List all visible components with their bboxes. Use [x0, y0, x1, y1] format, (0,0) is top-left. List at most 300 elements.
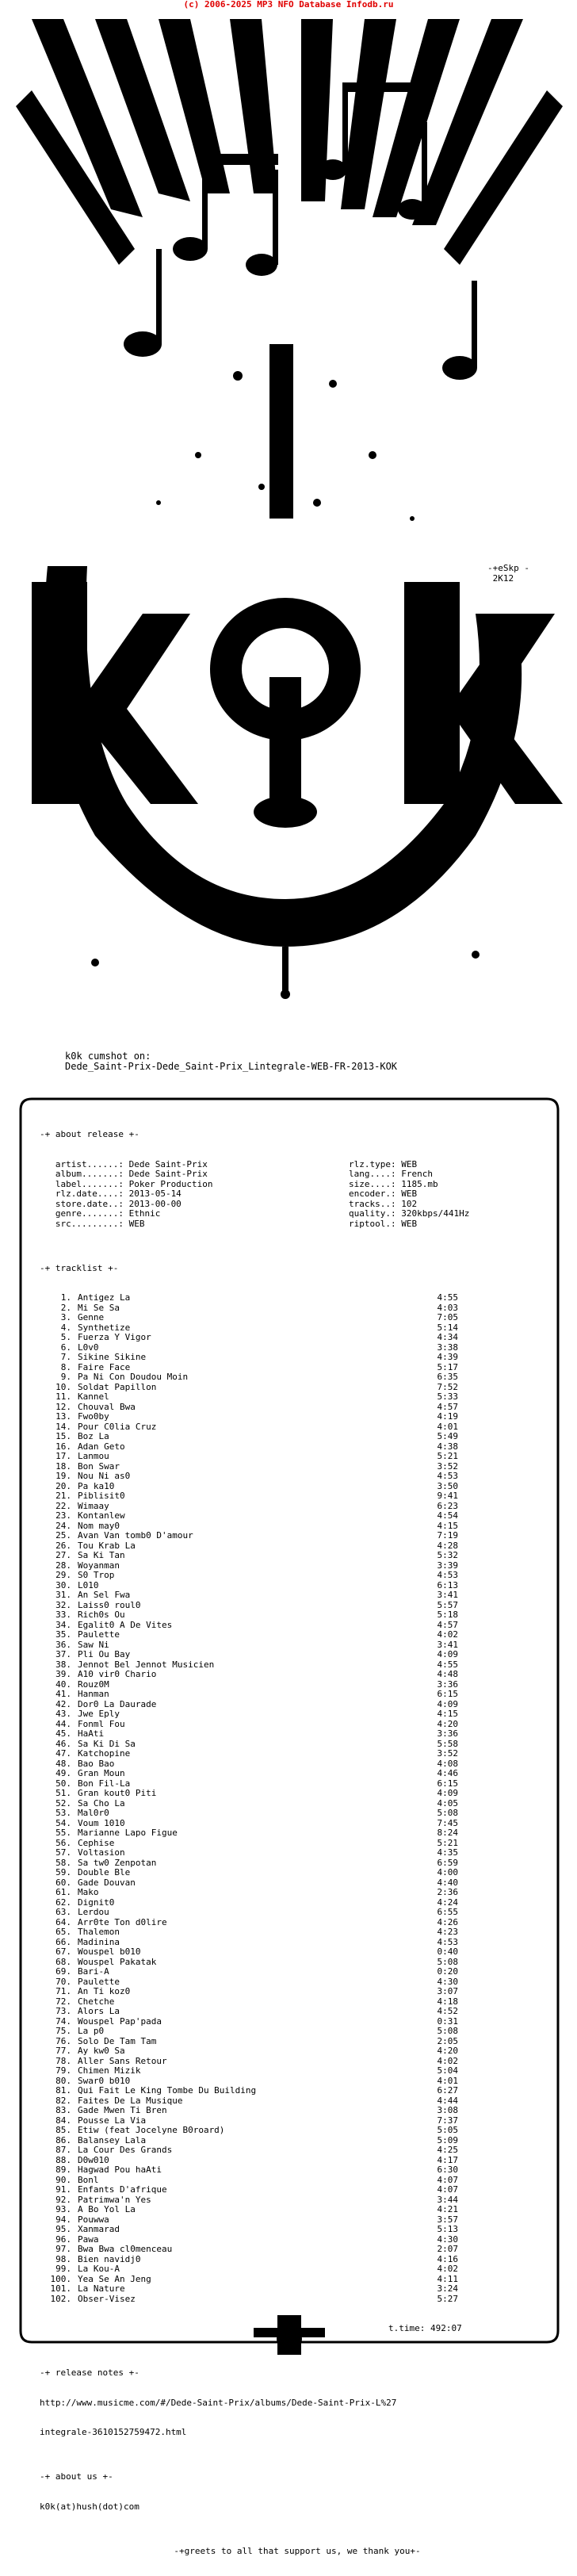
track-row	[40, 1769, 555, 1779]
track-time: 4:40	[437, 1877, 458, 1888]
track-row	[40, 1898, 555, 1908]
track-title: An Sel Fwa	[78, 1590, 131, 1600]
about-release-left: store.date..: 2013-00-00	[40, 1198, 182, 1209]
track-time: 5:27	[437, 2293, 458, 2304]
track-number: 75.	[55, 2026, 71, 2036]
track-title: Soldat Papillon	[78, 1381, 157, 1392]
track-time: 5:33	[437, 1391, 458, 1402]
cumshot-block	[65, 1051, 397, 1072]
track-number: 51.	[55, 1788, 71, 1798]
track-title: Solo De Tam Tam	[78, 2035, 157, 2046]
track-time: 4:07	[437, 2174, 458, 2185]
track-title: Pour C0lia Cruz	[78, 1421, 157, 1432]
about-release-right: quality.: 320kbps/441Hz	[349, 1208, 470, 1219]
track-time: 4:53	[437, 1570, 458, 1580]
track-title: Etiw (feat Jocelyne B0roard)	[78, 2125, 225, 2135]
track-number: 27.	[55, 1550, 71, 1560]
track-number: 76.	[55, 2035, 71, 2046]
track-number: 9.	[60, 1372, 71, 1382]
track-number: 40.	[55, 1678, 71, 1690]
track-time: 4:46	[437, 1768, 458, 1778]
track-time: 4:48	[437, 1669, 458, 1679]
track-number: 42.	[55, 1698, 71, 1709]
track-number: 53.	[55, 1808, 71, 1818]
track-title: Laiss0 roul0	[78, 1599, 141, 1610]
track-title: Patrimwa'n Yes	[78, 2194, 151, 2205]
track-title: Woyanman	[78, 1560, 120, 1571]
track-time: 3:36	[437, 1678, 458, 1690]
track-time: 4:53	[437, 1936, 458, 1947]
track-number: 61.	[55, 1887, 71, 1897]
track-row	[40, 1353, 555, 1363]
track-time: 0:31	[437, 2015, 458, 2027]
track-row	[40, 1789, 555, 1799]
track-row	[40, 1561, 555, 1571]
track-number: 14.	[55, 1421, 71, 1432]
track-title: Sa Ki Tan	[78, 1550, 125, 1560]
track-row	[40, 2027, 555, 2037]
track-row	[40, 1293, 555, 1303]
track-title: Bari-A	[78, 1966, 109, 1977]
track-title: Nou Ni as0	[78, 1471, 131, 1481]
track-row	[40, 1967, 555, 1977]
track-row	[40, 1888, 555, 1898]
track-number: 89.	[55, 2165, 71, 2175]
track-time: 3:07	[437, 1986, 458, 1996]
release-notes-url-2[interactable]: integrale-3610152759472.html	[40, 2427, 187, 2437]
track-number: 18.	[55, 1460, 71, 1472]
track-time: 4:35	[437, 1847, 458, 1858]
tracklist	[40, 1293, 555, 2304]
track-number: 54.	[55, 1817, 71, 1828]
track-title: Bwa Bwa cl0menceau	[78, 2244, 173, 2254]
track-row	[40, 1908, 555, 1918]
track-number: 101.	[50, 2283, 71, 2294]
track-time: 4:25	[437, 2145, 458, 2155]
track-number: 39.	[55, 1669, 71, 1679]
track-title: Wouspel Pap'pada	[78, 2015, 162, 2027]
track-row	[40, 1878, 555, 1889]
track-title: La p0	[78, 2026, 105, 2036]
track-time: 4:30	[437, 2233, 458, 2245]
track-time: 5:08	[437, 2026, 458, 2036]
track-title: Fonml Fou	[78, 1718, 125, 1729]
track-title: Gran Moun	[78, 1768, 125, 1778]
ascii-art-logo	[0, 11, 577, 1066]
track-time: 4:17	[437, 2154, 458, 2165]
track-time: 4:02	[437, 1629, 458, 1640]
track-title: Saw Ni	[78, 1639, 109, 1650]
release-notes-url-1[interactable]: http://www.musicme.com/#/Dede-Saint-Prix/albums/Dede-Saint-Prix-L%27	[40, 2397, 397, 2408]
track-time: 4:03	[437, 1302, 458, 1313]
track-row	[40, 2225, 555, 2235]
track-time: 3:41	[437, 1590, 458, 1600]
track-time: 7:19	[437, 1530, 458, 1541]
track-number: 90.	[55, 2174, 71, 2185]
track-title: Pouwwa	[78, 2214, 109, 2225]
track-time: 4:21	[437, 2204, 458, 2214]
track-title: Pa ka10	[78, 1480, 115, 1491]
track-time: 3:52	[437, 1460, 458, 1472]
track-number: 67.	[55, 1946, 71, 1957]
track-title: HaAti	[78, 1728, 105, 1739]
about-release-title: -+ about release +-	[40, 1129, 139, 1139]
track-title: Gade Douvan	[78, 1877, 136, 1888]
nfo-content	[40, 1110, 555, 2576]
track-time: 3:24	[437, 2283, 458, 2294]
track-time: 0:40	[437, 1946, 458, 1957]
track-time: 4:01	[437, 1421, 458, 1432]
track-row	[40, 1987, 555, 1997]
track-number: 78.	[55, 2055, 71, 2066]
track-time: 5:05	[437, 2125, 458, 2135]
track-number: 22.	[55, 1500, 71, 1511]
about-release-info	[40, 1160, 555, 1230]
track-time: 6:15	[437, 1778, 458, 1789]
track-row	[40, 1828, 555, 1839]
track-number: 13.	[55, 1411, 71, 1422]
track-number: 58.	[55, 1857, 71, 1868]
track-time: 4:11	[437, 2273, 458, 2284]
track-number: 66.	[55, 1936, 71, 1947]
track-time: 6:35	[437, 1372, 458, 1382]
track-title: Sa tw0 Zenpotan	[78, 1857, 157, 1868]
track-time: 4:54	[437, 1510, 458, 1521]
track-title: Jwe Eply	[78, 1709, 120, 1719]
track-row	[40, 1799, 555, 1809]
track-title: Genne	[78, 1312, 105, 1322]
track-title: Avan Van tomb0 D'amour	[78, 1530, 193, 1541]
track-row	[40, 2165, 555, 2176]
track-number: 100.	[50, 2273, 71, 2284]
track-time: 4:38	[437, 1441, 458, 1452]
track-row	[40, 1412, 555, 1422]
track-number: 7.	[60, 1352, 71, 1362]
track-title: La Cour Des Grands	[78, 2145, 173, 2155]
track-row	[40, 1392, 555, 1403]
track-row	[40, 2046, 555, 2057]
track-number: 37.	[55, 1649, 71, 1659]
track-time: 0:20	[437, 1966, 458, 1977]
track-time: 7:52	[437, 1381, 458, 1392]
track-number: 41.	[55, 1689, 71, 1699]
track-row	[40, 1403, 555, 1413]
track-time: 4:20	[437, 2046, 458, 2056]
track-time: 5:08	[437, 1956, 458, 1967]
track-title: Faites De La Musique	[78, 2095, 183, 2106]
track-time: 3:44	[437, 2194, 458, 2205]
track-title: Rouz0M	[78, 1678, 109, 1690]
track-time: 3:57	[437, 2214, 458, 2225]
track-title: Faire Face	[78, 1361, 131, 1372]
track-title: Aller Sans Retour	[78, 2055, 167, 2066]
track-number: 49.	[55, 1768, 71, 1778]
track-number: 64.	[55, 1916, 71, 1927]
track-title: Bon Fil-La	[78, 1778, 131, 1789]
track-title: Cephise	[78, 1837, 115, 1848]
track-time: 4:34	[437, 1332, 458, 1342]
track-row	[40, 1313, 555, 1323]
track-time: 4:39	[437, 1352, 458, 1362]
greeting: -+greets to all that support us, we thank you+-	[174, 2545, 421, 2556]
track-time: 4:44	[437, 2095, 458, 2106]
track-title: Rich0s Ou	[78, 1610, 125, 1620]
track-number: 45.	[55, 1728, 71, 1739]
track-time: 8:24	[437, 1828, 458, 1838]
track-time: 2:36	[437, 1887, 458, 1897]
track-time: 4:02	[437, 2264, 458, 2274]
track-time: 4:02	[437, 2055, 458, 2066]
track-title: Double Ble	[78, 1867, 131, 1877]
track-title: D0w010	[78, 2154, 109, 2165]
track-number: 84.	[55, 2115, 71, 2126]
track-title: L0v0	[78, 1342, 99, 1353]
track-title: Pousse La Via	[78, 2115, 147, 2126]
track-number: 73.	[55, 2006, 71, 2016]
track-time: 4:09	[437, 1649, 458, 1659]
contact-email[interactable]: k0k(at)hush(dot)com	[40, 2501, 139, 2512]
track-title: Mako	[78, 1887, 99, 1897]
track-number: 43.	[55, 1709, 71, 1719]
track-title: A10 vir0 Chario	[78, 1669, 157, 1679]
about-release-row	[40, 1209, 555, 1219]
track-number: 17.	[55, 1451, 71, 1461]
track-row	[40, 1432, 555, 1442]
track-time: 3:52	[437, 1748, 458, 1759]
track-title: Sikine Sikine	[78, 1352, 147, 1362]
track-title: Bao Bao	[78, 1758, 115, 1769]
track-number: 28.	[55, 1560, 71, 1571]
track-title: Synthetize	[78, 1322, 131, 1333]
track-number: 38.	[55, 1659, 71, 1670]
track-number: 33.	[55, 1610, 71, 1620]
track-time: 6:15	[437, 1689, 458, 1699]
track-title: Egalit0 A De Vites	[78, 1619, 173, 1630]
track-number: 56.	[55, 1837, 71, 1848]
track-number: 74.	[55, 2015, 71, 2027]
about-release-row	[40, 1169, 555, 1180]
tracklist-title: -+ tracklist +-	[40, 1262, 119, 1273]
track-title: Bon Swar	[78, 1460, 120, 1472]
track-time: 4:16	[437, 2253, 458, 2264]
track-time: 6:13	[437, 1579, 458, 1590]
track-title: Jennot Bel Jennot Musicien	[78, 1659, 215, 1670]
about-release-row	[40, 1189, 555, 1200]
track-row	[40, 1868, 555, 1878]
track-number: 55.	[55, 1828, 71, 1838]
track-time: 5:49	[437, 1431, 458, 1441]
track-time: 4:52	[437, 2006, 458, 2016]
track-row	[40, 2007, 555, 2017]
track-title: Boz La	[78, 1431, 109, 1441]
track-title: Qui Fait Le King Tombe Du Building	[78, 2085, 257, 2096]
track-title: Ay kw0 Sa	[78, 2046, 125, 2056]
track-title: Voltasion	[78, 1847, 125, 1858]
track-title: Hanman	[78, 1689, 109, 1699]
track-number: 97.	[55, 2244, 71, 2254]
track-title: Wimaay	[78, 1500, 109, 1511]
about-release-right: tracks..: 102	[349, 1198, 418, 1209]
track-title: Fwo0by	[78, 1411, 109, 1422]
track-time: 4:15	[437, 1709, 458, 1719]
track-title: Hagwad Pou haAti	[78, 2165, 162, 2175]
track-title: A Bo Yol La	[78, 2204, 136, 2214]
track-time: 4:24	[437, 1897, 458, 1908]
track-number: 48.	[55, 1758, 71, 1769]
track-title: Kontanlew	[78, 1510, 125, 1521]
track-number: 71.	[55, 1986, 71, 1996]
track-title: Chimen Mizik	[78, 2065, 141, 2076]
track-title: Swar0 b010	[78, 2075, 131, 2086]
track-number: 35.	[55, 1629, 71, 1640]
track-number: 8.	[60, 1361, 71, 1372]
track-time: 4:20	[437, 1718, 458, 1729]
track-number: 59.	[55, 1867, 71, 1877]
track-time: 3:08	[437, 2105, 458, 2115]
track-title: Piblisit0	[78, 1491, 125, 1501]
track-time: 5:14	[437, 1322, 458, 1333]
track-title: Pawa	[78, 2233, 99, 2245]
track-number: 46.	[55, 1738, 71, 1749]
release-notes-title: -+ release notes +-	[40, 2367, 139, 2378]
track-row	[40, 1809, 555, 1819]
track-number: 63.	[55, 1907, 71, 1917]
track-number: 98.	[55, 2253, 71, 2264]
track-title: Chouval Bwa	[78, 1401, 136, 1412]
track-number: 30.	[55, 1579, 71, 1590]
track-row	[40, 1442, 555, 1453]
track-time: 4:09	[437, 1788, 458, 1798]
track-time: 6:59	[437, 1857, 458, 1868]
track-time: 4:18	[437, 1996, 458, 2007]
track-title: Marianne Lapo Figue	[78, 1828, 178, 1838]
track-title: Bien navidj0	[78, 2253, 141, 2264]
track-time: 5:58	[437, 1738, 458, 1749]
track-number: 15.	[55, 1431, 71, 1441]
cumshot-label: k0k cumshot on:	[65, 1051, 151, 1062]
track-row	[40, 2086, 555, 2096]
track-row	[40, 1491, 555, 1502]
track-title: Lanmou	[78, 1451, 109, 1461]
track-title: Antigez La	[78, 1292, 131, 1303]
track-number: 12.	[55, 1401, 71, 1412]
track-number: 68.	[55, 1956, 71, 1967]
about-release-right: riptool.: WEB	[349, 1218, 418, 1229]
track-number: 65.	[55, 1927, 71, 1937]
track-time: 5:08	[437, 1808, 458, 1818]
track-row	[40, 2295, 555, 2305]
track-row	[40, 1720, 555, 1730]
track-title: Mal0r0	[78, 1808, 109, 1818]
track-number: 44.	[55, 1718, 71, 1729]
track-title: Tou Krab La	[78, 1540, 136, 1551]
track-number: 91.	[55, 2184, 71, 2195]
track-number: 52.	[55, 1797, 71, 1809]
track-row	[40, 2264, 555, 2275]
track-row	[40, 1848, 555, 1858]
track-row	[40, 2284, 555, 2295]
track-time: 5:09	[437, 2134, 458, 2145]
about-us-title: -+ about us +-	[40, 2471, 113, 2482]
track-row	[40, 1690, 555, 1700]
track-number: 16.	[55, 1441, 71, 1452]
track-time: 7:45	[437, 1817, 458, 1828]
track-row	[40, 2066, 555, 2076]
track-number: 1.	[60, 1292, 71, 1303]
track-title: Arr0te Ton d0lire	[78, 1916, 167, 1927]
track-number: 80.	[55, 2075, 71, 2086]
track-number: 82.	[55, 2095, 71, 2106]
track-title: Lerdou	[78, 1907, 109, 1917]
track-row	[40, 1372, 555, 1383]
track-title: Fuerza Y Vigor	[78, 1332, 151, 1342]
track-time: 3:41	[437, 1639, 458, 1650]
track-number: 50.	[55, 1778, 71, 1789]
track-title: Paulette	[78, 1629, 120, 1640]
track-row	[40, 1670, 555, 1680]
track-time: 5:17	[437, 1361, 458, 1372]
track-number: 102.	[50, 2293, 71, 2304]
track-number: 83.	[55, 2105, 71, 2115]
track-title: Katchopine	[78, 1748, 131, 1759]
track-row	[40, 1680, 555, 1690]
track-number: 96.	[55, 2233, 71, 2245]
track-number: 62.	[55, 1897, 71, 1908]
track-time: 2:05	[437, 2035, 458, 2046]
track-time: 4:53	[437, 1471, 458, 1481]
track-number: 88.	[55, 2154, 71, 2165]
track-time: 5:21	[437, 1451, 458, 1461]
track-title: Pa Ni Con Doudou Moin	[78, 1372, 189, 1382]
track-time: 5:21	[437, 1837, 458, 1848]
track-number: 11.	[55, 1391, 71, 1402]
track-number: 32.	[55, 1599, 71, 1610]
track-title: Xanmarad	[78, 2224, 120, 2234]
track-number: 47.	[55, 1748, 71, 1759]
track-time: 4:55	[437, 1659, 458, 1670]
track-number: 6.	[60, 1342, 71, 1353]
track-time: 4:15	[437, 1520, 458, 1531]
track-title: Madinina	[78, 1936, 120, 1947]
track-number: 81.	[55, 2085, 71, 2096]
track-number: 85.	[55, 2125, 71, 2135]
track-title: Nom may0	[78, 1520, 120, 1531]
track-title: Obser-Visez	[78, 2293, 136, 2304]
track-time: 6:27	[437, 2085, 458, 2096]
track-time: 4:00	[437, 1867, 458, 1877]
track-number: 4.	[60, 1322, 71, 1333]
track-time: 5:32	[437, 1550, 458, 1560]
track-row	[40, 2185, 555, 2195]
track-time: 4:30	[437, 1976, 458, 1987]
track-time: 4:57	[437, 1401, 458, 1412]
track-title: Bonl	[78, 2174, 99, 2185]
track-number: 3.	[60, 1312, 71, 1322]
track-time: 5:13	[437, 2224, 458, 2234]
page-header: (c) 2006-2025 MP3 NFO Database Infodb.ru	[183, 0, 394, 10]
track-title: La Nature	[78, 2283, 125, 2294]
track-title: Yea Se An Jeng	[78, 2273, 151, 2284]
about-release-left: label.......: Poker Production	[40, 1178, 213, 1189]
about-release-left: rlz.date....: 2013-05-14	[40, 1188, 182, 1199]
track-number: 5.	[60, 1332, 71, 1342]
track-number: 94.	[55, 2214, 71, 2225]
track-title: An Ti koz0	[78, 1986, 131, 1996]
track-number: 36.	[55, 1639, 71, 1650]
track-time: 2:07	[437, 2244, 458, 2254]
track-time: 3:50	[437, 1480, 458, 1491]
track-number: 70.	[55, 1976, 71, 1987]
